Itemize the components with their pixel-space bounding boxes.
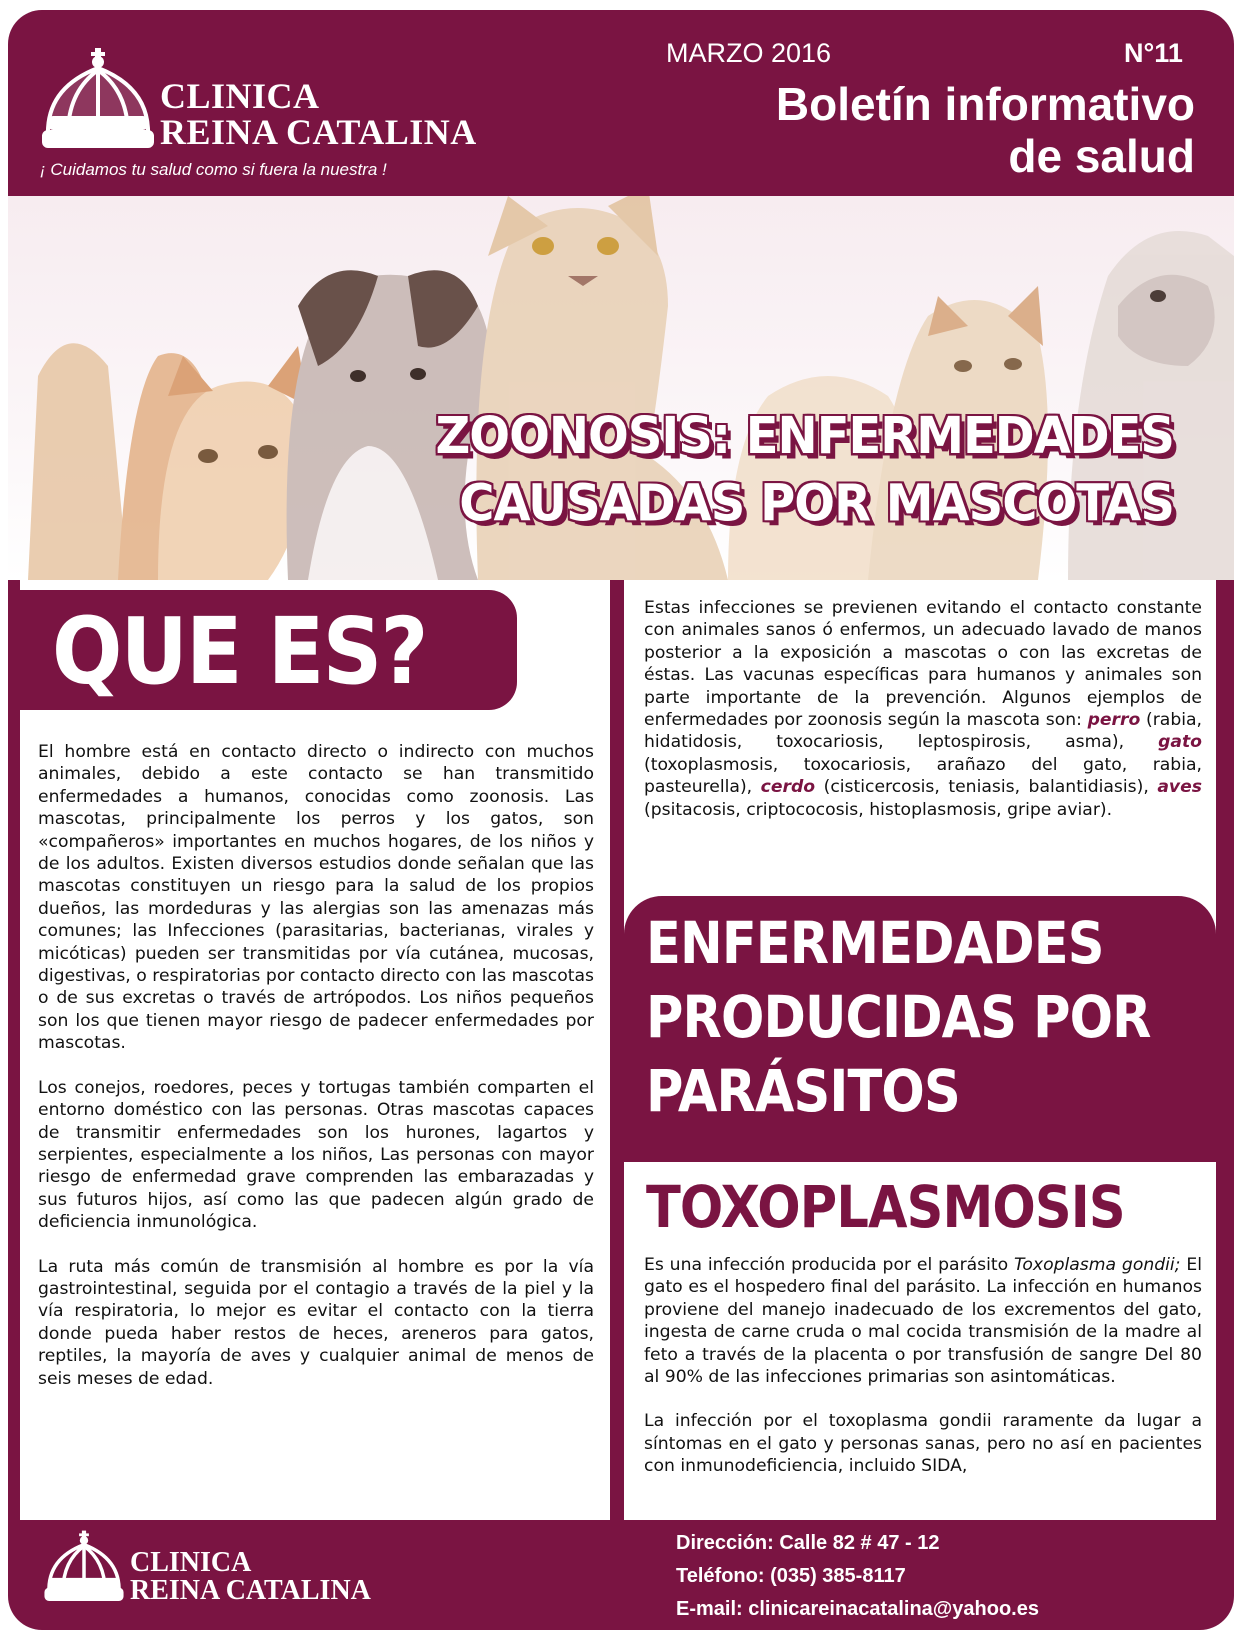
parasites-heading-line3: PARÁSITOS [646, 1057, 960, 1125]
pet-name-aves: aves [1157, 777, 1203, 798]
bulletin-title [776, 78, 1195, 182]
parasites-heading [646, 906, 1151, 1128]
crown-icon [42, 1530, 126, 1604]
toxo-p1-after: El gato es el hospedero final del parásito. La infección en humanos proviene del manejo inadecuado de los excrementos del gato, ingesta de carne cruda o mal cocida transmisión de la madre al feto a través de la placenta o por transfusión de sangre Del 80 al 90% de las infecciones primarias son asintomáticas. [644, 1255, 1202, 1388]
footer-clinic-name [130, 1549, 371, 1605]
toxo-species: Toxoplasma gondii; [1014, 1255, 1181, 1275]
parasites-heading-line1: ENFERMEDADES [646, 909, 1104, 977]
clinic-name [160, 78, 477, 150]
pet-diseases-cerdo: (cisticercosis, teniasis, balantidiasis), [823, 777, 1149, 798]
bulletin-title-line2: de salud [1008, 130, 1195, 182]
prevention-body [644, 597, 1202, 843]
hero-title-line1: ZOONOSIS: ENFERMEDADES [435, 407, 1174, 466]
contact-email: E-mail: clinicareinacatalina@yahoo.es [676, 1598, 1039, 1620]
hero-title-line2: CAUSADAS POR MASCOTAS [459, 474, 1174, 533]
hero-title [435, 403, 1174, 537]
tagline: ¡ Cuidamos tu salud como si fuera la nuestra ! [40, 160, 387, 179]
issue-number: N°11 [1124, 38, 1183, 68]
toxo-p1-before: Es una infección producida por el parásito [644, 1255, 1015, 1275]
pet-name-gato: gato [1158, 732, 1202, 753]
footer-clinic-name-line1: CLINICA [130, 1547, 252, 1578]
issue-date: MARZO 2016 [666, 38, 832, 68]
footer-clinic-name-line2: REINA CATALINA [130, 1575, 371, 1606]
pet-diseases-gato: (toxoplasmosis, toxocariosis, arañazo del gato, rabia, pasteurella), [644, 754, 1202, 798]
pet-diseases-aves: (psitacosis, criptococosis, histoplasmosis, gripe aviar). [644, 799, 1113, 820]
pet-name-perro: perro [1087, 710, 1141, 731]
toxoplasmosis-paragraph: La infección por el toxoplasma gondii raramente da lugar a síntomas en el gato y personas sanas, pero no así en pacientes con inmunodeficiencia, incluido SIDA, [644, 1411, 1202, 1477]
que-es-paragraph: La ruta más común de transmisión al hombre es por la vía gastrointestinal, seguida por el contagio a través de la piel y la vía respiratoria, lo mejor es evitar el contacto con la tierra donde pueda haber restos de heces, areneros para gatos, reptiles, la mayoría de aves y cualquier animal de menos de seis meses de edad. [38, 1256, 594, 1389]
contact-info [676, 1527, 1039, 1626]
que-es-paragraph: El hombre está en contacto directo o indirecto con muchos animales, debido a este contacto se han transmitido enfermedades a humanos, conocidas como zoonosis. Las mascotas, principalmente los perros y los gatos, son «compañeros» importantes en muchos hogares, de los niños y de los adultos. Existen diversos estudios donde señalan que las mascotas constituyen un riesgo para la salud de los propios dueños, las mordeduras y las alergias son las amenazas más comunes; las Infecciones (parasitarias, bacterianas, virales y micóticas) pueden ser transmitidas por vía cutánea, mucosas, digestivas, o respiratorias por contacto directo con las mascotas o de sus excretas o través de artrópodos. Los niños pequeños son los que tienen mayor riesgo de padecer enfermedades por mascotas. [38, 742, 594, 1054]
prevention-paragraph [644, 597, 1202, 821]
clinic-name-line1: CLINICA [160, 76, 320, 116]
parasites-heading-line2: PRODUCIDAS POR [646, 983, 1151, 1051]
hero-banner [8, 196, 1234, 580]
toxoplasmosis-body [644, 1254, 1202, 1500]
prevention-intro: Estas infecciones se previenen evitando el contacto constante con animales sanos ó enfermos, un adecuado lavado de manos posterior a la exposición a mascotas o con las excretas de éstas. Las vacunas específicas para humanos y animales son parte importante de la prevención. Algunos ejemplos de enfermedades por zoonosis según la mascota son: [644, 598, 1202, 731]
column-divider [613, 582, 615, 882]
clinic-name-line2: REINA CATALINA [160, 112, 477, 152]
que-es-heading: QUE ES? [52, 598, 427, 705]
pet-name-cerdo: cerdo [760, 777, 816, 798]
pet-diseases-perro: (rabia, hidatidosis, toxocariosis, leptospirosis, asma), [644, 710, 1203, 753]
que-es-paragraph: Los conejos, roedores, peces y tortugas también comparten el entorno doméstico con las personas. Otras mascotas capaces de transmitir enfermedades son los hurones, lagartos y serpientes, especialmente a los niños, Las personas con mayor riesgo de enfermedad grave comprenden las embarazadas y sus futuros hijos, así como las que padecen algún grado de deficiencia inmunológica. [38, 1077, 594, 1233]
contact-phone: Teléfono: (035) 385-8117 [676, 1565, 906, 1587]
contact-address: Dirección: Calle 82 # 47 - 12 [676, 1532, 940, 1554]
toxoplasmosis-paragraph [644, 1254, 1202, 1388]
que-es-body [38, 741, 594, 1412]
crown-icon [38, 48, 158, 152]
bulletin-title-line1: Boletín informativo [775, 78, 1195, 130]
toxoplasmosis-heading: TOXOPLASMOSIS [646, 1173, 1125, 1241]
